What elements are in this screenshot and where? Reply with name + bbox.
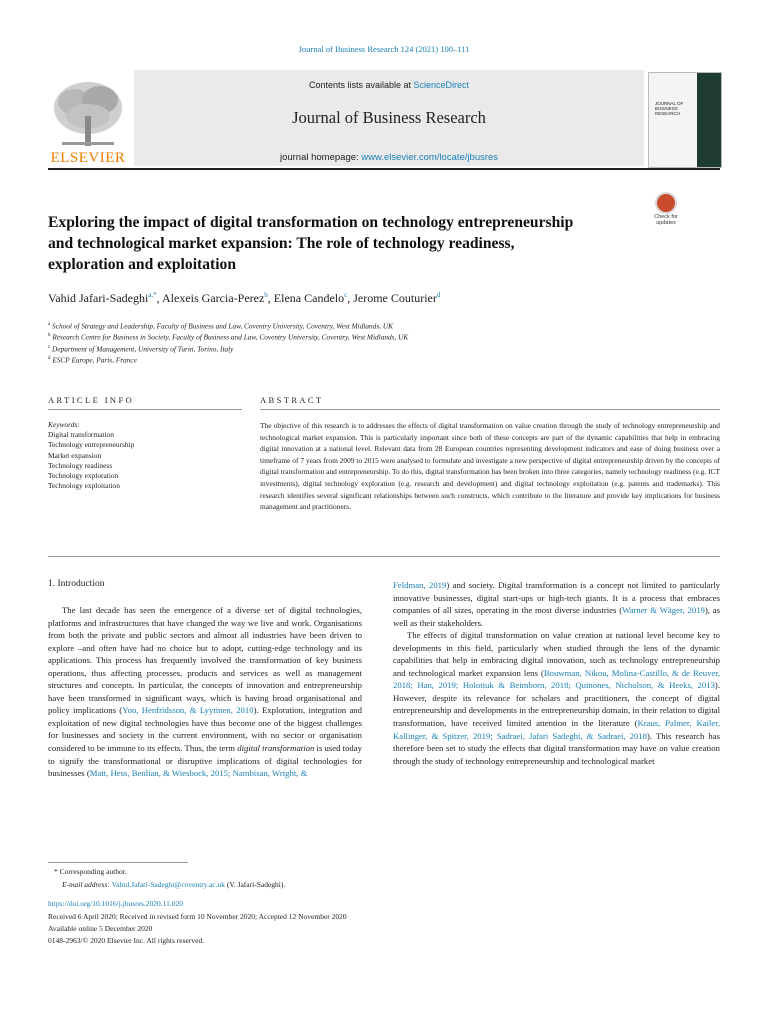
affiliation-marker: b xyxy=(48,333,51,339)
article-title: Exploring the impact of digital transformation on technology entrepreneurship and technological market expansion: The role of technology readiness, exploration and exploitation xyxy=(48,214,574,273)
paragraph: The effects of digital transformation on value creation at national level become key to developments in this field, particularly when studied through the lens of the dynamic capabilities that help in embracing digital innovation, such as technology entrepreneurship and technological market expansion lens (Bouwman, Nikou, Molina-Castillo, & de Reuver, 2018; Han, 2019; Holotiuk & Beimborn, 2018; Quinones, Nicholson, & Heeks, 2013). However, despite its relevance for scholars and practitioners, the concept of digital entrepreneurship and developments in the entrepreneurship domain, in their relation to digital transformation, have received limited attention in the literature (Kraus, Palmer, Kailer, Kallinger, & Spitzer, 2019; Sadraei, Jafari Sadeghi, & Sadraei, 2018). This research has therefore been set to study the effects that digital transformation may have on value creation through the study of technology entrepreneurship and technological market xyxy=(393,630,720,766)
author-list: Vahid Jafari-Sadeghi$^{a,*}$, Alexeis Garcia-Perez$^b$, Elena Candelo$^c$, Jerome Couturier$^d$ xyxy=(48,291,441,305)
affiliation xyxy=(48,343,688,354)
keyword: Digital transformation xyxy=(48,430,114,440)
journal-title: Journal of Business Research xyxy=(292,108,486,127)
section-heading-introduction: 1. Introduction xyxy=(48,579,105,589)
received-dates: Received 6 April 2020; Received in revised form 10 November 2020; Accepted 12 November 2020 xyxy=(48,912,347,921)
paragraph: Feldman, 2019) and society. Digital transformation is a concept not limited to particularly innovative businesses, digital start-ups or high-tech giants. It is a process that embraces companies of all sizes, operating in the most diverse industries (Warner & Wäger, 2019), as well as their stakeholders. xyxy=(393,580,720,628)
footnote-rule xyxy=(48,862,188,863)
affiliation-marker: a xyxy=(48,322,51,327)
keyword-list xyxy=(48,430,238,491)
affiliation-text: School of Strategy and Leadership, Faculty of Business and Law, Coventry University, Coventry, West Midlands, UK xyxy=(50,321,393,331)
article-info-heading: ARTICLE INFO xyxy=(48,395,135,405)
abstract-rule xyxy=(260,409,720,410)
doi-link[interactable]: https://doi.org/10.1016/j.jbusres.2020.11.020 xyxy=(48,899,184,908)
journal-masthead xyxy=(48,70,720,170)
copyright: 0148-2963/© 2020 Elsevier Inc. All rights reserved. xyxy=(48,936,205,945)
abstract-heading: ABSTRACT xyxy=(260,395,324,405)
affiliation-text: ESCP Europe, Paris, France xyxy=(50,355,137,365)
keyword: Technology exploitation xyxy=(48,481,120,491)
article-info-rule xyxy=(48,409,242,410)
author-name[interactable]: Elena Candelo xyxy=(273,291,345,305)
citation-link[interactable]: Warner & Wäger, 2019 xyxy=(622,605,705,616)
keyword: Technology exploration xyxy=(48,471,119,481)
check-updates-label: Check for updates xyxy=(654,214,678,226)
affiliation-marker: c xyxy=(48,344,51,350)
paragraph: The last decade has seen the emergence of a diverse set of digital technologies, platforms and infrastructures that have changed the way we live and work. Organisations from both the private and public sectors and almost all industries have been driven to explore –and often have had no choice but to adopt, cutting-edge technology and its applications. This process has frequently involved the transformation of key business operations, thus affecting processes, products and services as well as management structures and concepts. In particular, the concepts of innovation and entrepreneurship have been transformed in significant ways, which is having broad organisational and policy implications (Yoo, Henfridsson, & Lyytinen, 2010). Exploration, integration and exploitation of new digital technologies have thus become one of the biggest challenges for businesses and society in the current environment, with no sector or organisation considered to be immune to its effects. Thus, the term digital transformation is used today to signify the transformational or disruptive implications of digital technologies for businesses (Matt, Hess, Benlian, & Wiesbock, 2015; Nambisan, Wright, & xyxy=(48,605,362,779)
masthead-rule xyxy=(48,168,720,170)
author-name[interactable]: Jerome Couturier xyxy=(353,291,437,305)
journal-citation[interactable]: Journal of Business Research 124 (2021) 100–111 xyxy=(298,44,470,54)
homepage-link[interactable]: www.elsevier.com/locate/jbusres xyxy=(361,152,499,163)
cover-title: JOURNAL OF BUSINESS RESEARCH xyxy=(655,101,684,116)
body-left-column xyxy=(48,604,362,780)
body-right-column xyxy=(393,579,720,767)
cover-stripe xyxy=(697,73,721,167)
affiliation-marker: d xyxy=(48,356,51,362)
citation-link[interactable]: Bouwman, Nikou, Molina-Castillo, & de Reuver, 2018; Han, 2019; Holotiuk & Beimborn, 2018; Quinones, Nicholson, & Heeks, 2013 xyxy=(393,667,720,691)
abstract-text: The objective of this research is to addresses the effects of digital transformation on value creation through the study of technology entrepreneurship and technological market expansion. This is particularly important since both of these concepts are part of the dynamic capabilities that help in embracing digital innovation at a national level. Relevant data from 28 European countries representing development indicators and ease of doing business over a timeframe of 7 years from 2009 to 2015 were analysed to formulate and investigate a new perspective of digital entrepreneurship driven by the concepts of digital transformation and entrepreneurship. To do this, digital transformation has been broken into three categories, namely technology readiness (e.g. ICT investments), digital technology exploration (e.g. research and development) and digital technology exploitation (e.g. patents and trademarks). This research identifies several significant relationships between such constructs, which contribute to the literature and provide key implications for business management and practitioners. xyxy=(260,421,720,512)
keyword: Technology entrepreneurship xyxy=(48,440,135,450)
abstract-bottom-rule xyxy=(48,556,720,557)
sciencedirect-link[interactable]: ScienceDirect xyxy=(413,80,470,90)
citation-link[interactable]: Matt, Hess, Benlian, & Wiesbock, 2015; Nambisan, Wright, & xyxy=(89,768,308,779)
citation-link[interactable]: Kraus, Palmer, Kailer, Kallinger, & Spitzer, 2019; Sadraei, Jafari Sadeghi, & Sadraei, 2018 xyxy=(393,718,720,741)
corresponding-author-note: * Corresponding author. xyxy=(54,867,127,876)
keyword: Market expansion xyxy=(48,450,102,460)
keywords-label: Keywords: xyxy=(48,420,80,429)
check-for-updates-button[interactable] xyxy=(648,192,684,228)
affiliation xyxy=(48,354,688,365)
citation-link[interactable]: Yoo, Henfridsson, & Lyytinen, 2010 xyxy=(122,705,254,716)
author-name[interactable]: Alexeis Garcia-Perez xyxy=(162,291,265,305)
keywords-block xyxy=(48,420,238,491)
author-affiliation-marker[interactable]: c xyxy=(344,291,348,299)
affiliation xyxy=(48,320,688,331)
available-online: Available online 5 December 2020 xyxy=(48,924,153,933)
affiliation xyxy=(48,331,688,342)
keyword: Technology readiness xyxy=(48,460,113,470)
author-name[interactable]: Vahid Jafari-Sadeghi xyxy=(48,291,149,305)
author-affiliation-marker[interactable]: b xyxy=(264,291,268,299)
affiliation-text: Department of Management, University of Turin, Torino, Italy xyxy=(50,344,234,354)
email-link[interactable]: Vahid.Jafari-Sadeghi@coventry.ac.uk xyxy=(111,880,225,889)
affiliation-text: Research Centre for Business in Society, Faculty of Business and Law, Coventry University, Coventry, West Midlands, UK xyxy=(50,332,409,342)
author-affiliation-marker[interactable]: d xyxy=(436,291,441,299)
author-affiliation-marker[interactable]: a,* xyxy=(148,291,157,299)
journal-homepage-line: journal homepage: www.elsevier.com/locate/jbusres xyxy=(279,152,499,163)
citation-link[interactable]: Feldman, 2019 xyxy=(393,580,447,590)
elsevier-wordmark: ELSEVIER xyxy=(50,150,126,166)
contents-line: Contents lists available at ScienceDirect xyxy=(308,80,470,90)
affiliation-list xyxy=(48,320,688,366)
email-line: E-mail address: Vahid.Jafari-Sadeghi@coventry.ac.uk (V. Jafari-Sadeghi). xyxy=(62,880,286,889)
journal-cover-thumbnail xyxy=(648,72,722,168)
bookmark-icon xyxy=(655,192,677,214)
